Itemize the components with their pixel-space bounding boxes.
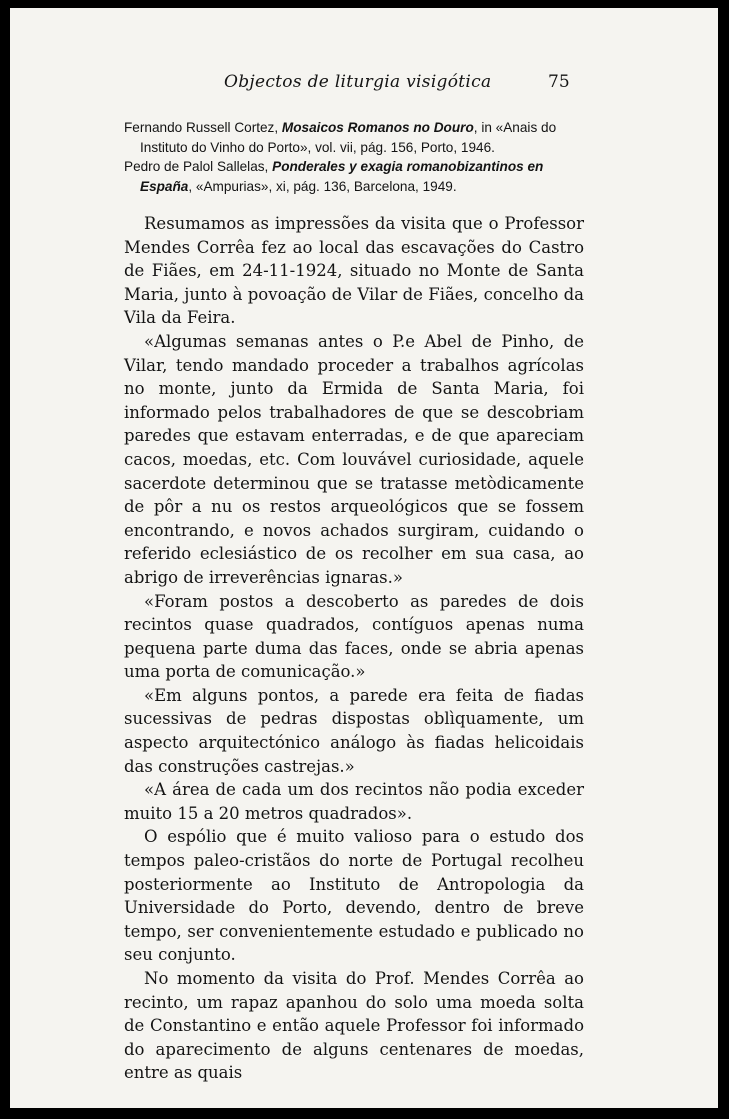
running-title: Objectos de liturgia visigótica xyxy=(224,72,492,92)
page-header xyxy=(10,72,718,102)
bibliography-references xyxy=(124,118,584,196)
reference-line: Pedro de Palol Sallelas, Ponderales y exagia romanobizantinos en xyxy=(124,159,544,174)
reference-line: Instituto do Vinho do Porto», vol. vii, pág. 156, Porto, 1946. xyxy=(140,139,495,155)
reference-item xyxy=(124,157,584,196)
paragraph: Resumamos as impressões da visita que o Professor Mendes Corrêa fez ao local das escavações do Castro de Fiães, em 24-11-1924, situado no Monte de Santa Maria, junto à povoação de Vilar de Fiães, concelho da Vila da Feira. xyxy=(124,214,584,328)
reference-title: Mosaicos Romanos no Douro xyxy=(281,120,474,135)
reference-item xyxy=(124,118,584,157)
paragraph: «Em alguns pontos, a parede era feita de fiadas sucessivas de pedras dispostas oblìquamente, um aspecto arquitectónico análogo às fiadas helicoidais das construções castrejas.» xyxy=(124,685,584,776)
book-page xyxy=(10,8,718,1108)
reference-line: España, «Ampurias», xi, pág. 136, Barcelona, 1949. xyxy=(140,178,457,194)
reference-title: Ponderales y exagia romanobizantinos en xyxy=(272,159,544,174)
paragraph: «Algumas semanas antes o P.e Abel de Pinho, de Vilar, tendo mandado proceder a trabalhos agrícolas no monte, junto da Ermida de Santa Maria, foi informado pelos trabalhadores de que se descobriam paredes que estavam enterradas, e de que apareciam cacos, moedas, etc. Com louvável curiosidade, aquele sacerdote determinou que se tratasse metòdicamente de pôr a nu os restos arqueológicos que se fossem encontrando, e novos achados surgiram, cuidando o referido eclesiástico de os recolher em sua casa, ao abrigo de irreverências ignaras.» xyxy=(124,331,584,587)
paragraph: «A área de cada um dos recintos não podia exceder muito 15 a 20 metros quadrados». xyxy=(124,780,584,823)
reference-title: España xyxy=(140,178,189,194)
body-text xyxy=(124,212,584,1085)
reference-line: Fernando Russell Cortez, Mosaicos Romanos no Douro, in «Anais do xyxy=(124,120,557,135)
paragraph: No momento da visita do Prof. Mendes Corrêa ao recinto, um rapaz apanhou do solo uma moeda solta de Constantino e então aquele Professor foi informado do aparecimento de alguns centenares de moedas, entre as quais xyxy=(124,969,584,1083)
paragraph: O espólio que é muito valioso para o estudo dos tempos paleo-cristãos do norte de Portugal recolheu posteriormente ao Instituto de Antropologia da Universidade do Porto, devendo, dentro de breve tempo, ser convenientemente estudado e publicado no seu conjunto. xyxy=(124,827,584,965)
page-number: 75 xyxy=(548,72,570,92)
paragraph: «Foram postos a descoberto as paredes de dois recintos quase quadrados, contíguos apenas numa pequena parte duma das faces, onde se abria apenas uma porta de comunicação.» xyxy=(124,591,584,682)
